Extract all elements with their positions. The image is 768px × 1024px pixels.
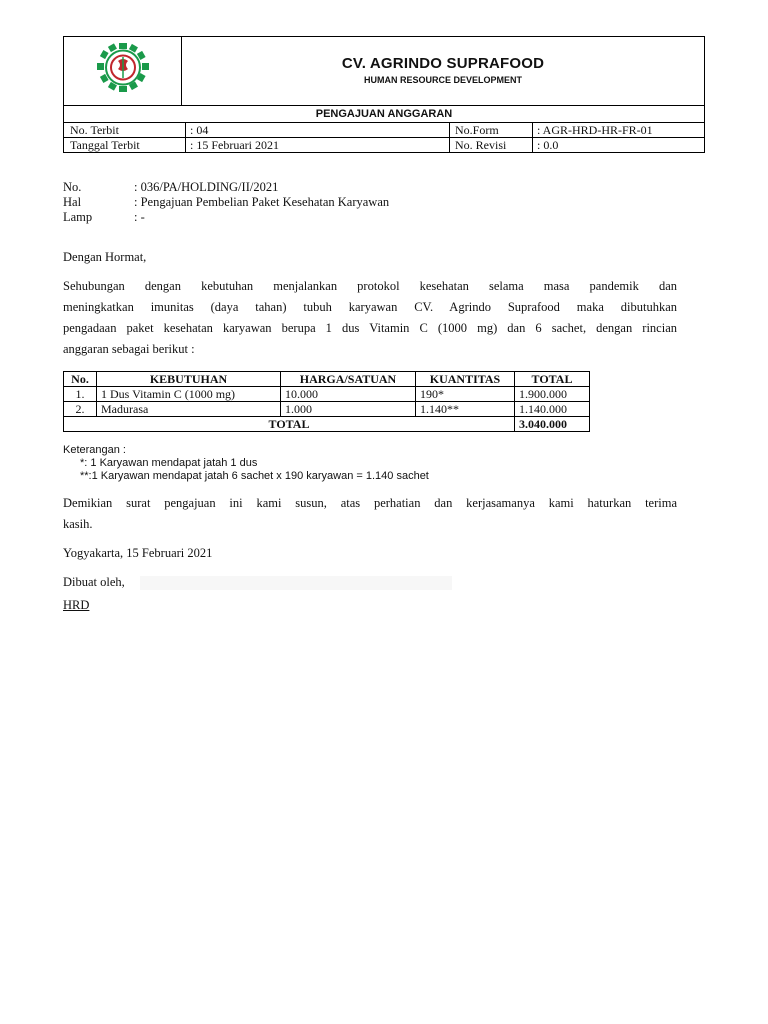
column-header: No.	[64, 372, 97, 387]
note-item: **:1 Karyawan mendapat jatah 6 sachet x 190 karyawan = 1.140 sachet	[80, 470, 429, 482]
no-revisi-value: : 0.0	[537, 138, 559, 152]
no-revisi-label: No. Revisi	[455, 138, 507, 152]
letter-no-label: No.	[63, 180, 82, 194]
divider	[185, 122, 186, 153]
table-cell: Madurasa	[97, 402, 281, 417]
form-title: PENGAJUAN ANGGARAN	[315, 108, 453, 120]
closing-line: Demikian surat pengajuan ini kami susun, atas perhatian dan kerjasamanya kami haturkan terima	[63, 496, 677, 510]
made-by-label: Dibuat oleh,	[63, 575, 125, 589]
no-form-label: No.Form	[455, 123, 499, 137]
table-cell: 1.900.000	[515, 387, 590, 402]
body-line: Sehubungan dengan kebutuhan menjalankan protokol kesehatan selama masa pandemik dan	[63, 279, 677, 293]
budget-table	[63, 371, 590, 432]
column-header: TOTAL	[515, 372, 590, 387]
table-cell: 1.140.000	[515, 402, 590, 417]
letter-hal-label: Hal	[63, 195, 82, 209]
table-total-row	[64, 417, 590, 432]
body-line: pengadaan paket kesehatan karyawan berupa 1 dus Vitamin C (1000 mg) dan 6 sachet, dengan rincian	[63, 321, 677, 335]
letter-lamp-label: Lamp	[63, 210, 93, 224]
letter-no-value: : 036/PA/HOLDING/II/2021	[134, 180, 279, 194]
table-cell: 1 Dus Vitamin C (1000 mg)	[97, 387, 281, 402]
tanggal-terbit-value: : 15 Februari 2021	[190, 138, 279, 152]
note-item: *: 1 Karyawan mendapat jatah 1 dus	[80, 457, 258, 469]
no-terbit-label: No. Terbit	[70, 123, 119, 137]
column-header: KEBUTUHAN	[97, 372, 281, 387]
table-row	[64, 387, 590, 402]
body-line: anggaran sebagai berikut :	[63, 342, 195, 356]
column-header: HARGA/SATUAN	[281, 372, 416, 387]
divider	[532, 122, 533, 153]
table-cell: 1.140**	[416, 402, 515, 417]
greeting: Dengan Hormat,	[63, 250, 147, 264]
company-logo	[92, 42, 154, 94]
table-header-row	[64, 372, 590, 387]
total-value: 3.040.000	[515, 417, 590, 432]
tanggal-terbit-label: Tanggal Terbit	[70, 138, 140, 152]
place-date: Yogyakarta, 15 Februari 2021	[63, 546, 213, 560]
closing-line: kasih.	[63, 517, 93, 531]
closing-paragraph	[63, 493, 677, 535]
department-name: HUMAN RESOURCE DEVELOPMENT	[363, 75, 522, 85]
table-cell: 1.000	[281, 402, 416, 417]
table-cell: 190*	[416, 387, 515, 402]
letter-hal-value: : Pengajuan Pembelian Paket Kesehatan Karyawan	[134, 195, 390, 209]
table-cell: 10.000	[281, 387, 416, 402]
document-header	[63, 36, 705, 153]
notes-title: Keterangan :	[63, 444, 126, 456]
signer-name: HRD	[63, 598, 90, 612]
divider	[64, 105, 704, 106]
body-line: meningkatkan imunitas (daya tahan) tubuh karyawan CV. Agrindo Suprafood maka dibutuhkan	[63, 300, 677, 314]
company-name: CV. AGRINDO SUPRAFOOD	[341, 55, 545, 72]
no-terbit-value: : 04	[190, 123, 209, 137]
divider	[449, 122, 450, 153]
table-cell: 1.	[64, 387, 97, 402]
table-row	[64, 402, 590, 417]
table-cell: 2.	[64, 402, 97, 417]
logo-cell	[64, 37, 182, 106]
letter-lamp-value: : -	[134, 210, 145, 224]
no-form-value: : AGR-HRD-HR-FR-01	[537, 123, 653, 137]
signature-area	[140, 576, 452, 590]
body-paragraph	[63, 276, 677, 360]
column-header: KUANTITAS	[416, 372, 515, 387]
total-label: TOTAL	[64, 417, 515, 432]
